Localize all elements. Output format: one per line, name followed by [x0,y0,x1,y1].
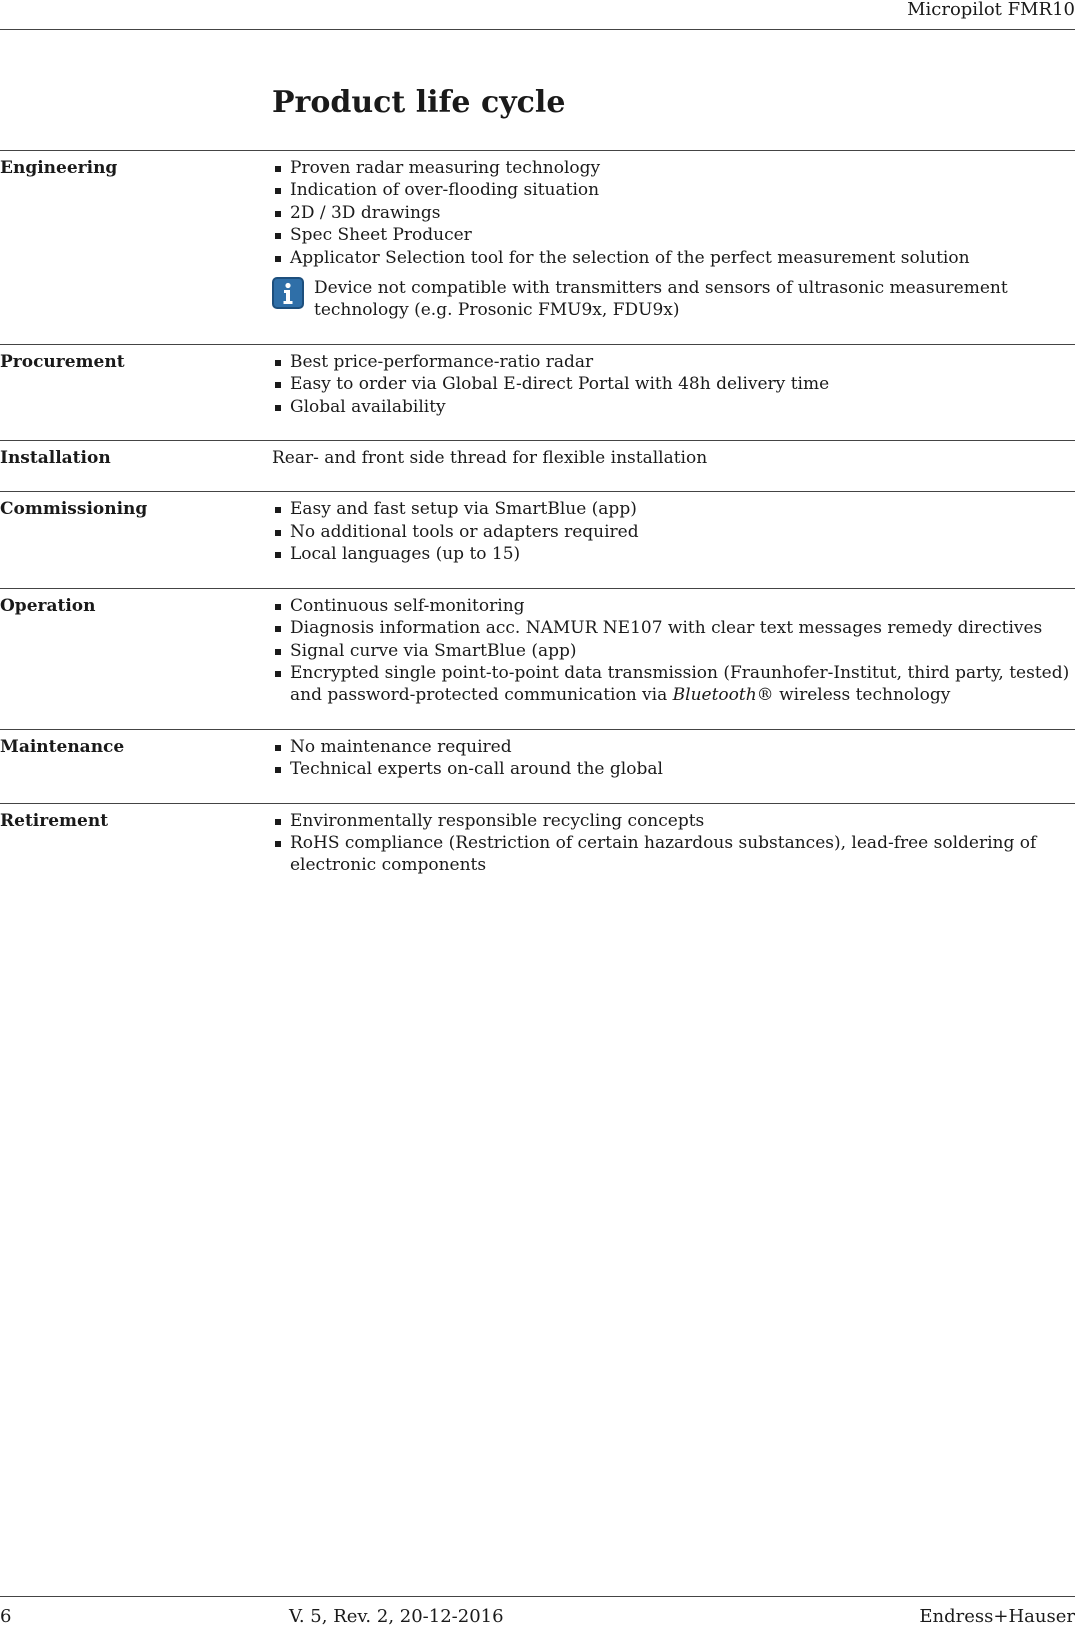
section-procurement [0,344,1075,440]
section-body [272,736,1075,781]
list-item: Environmentally responsible recycling concepts [272,810,1075,832]
section-body [272,810,1075,877]
page-number: 6 [0,1606,12,1627]
encrypted-item-tail: wireless technology [773,685,951,706]
document-version: V. 5, Rev. 2, 20-12-2016 [289,1606,504,1627]
section-label: Procurement [0,351,125,372]
bullet-list [272,351,1075,418]
section-text: Rear- and front side thread for flexible installation [272,448,708,469]
bluetooth-trademark: Bluetooth [672,685,757,706]
list-item: Proven radar measuring technology [272,157,1075,179]
section-commissioning [0,491,1075,587]
page-footer [0,1606,1075,1628]
section-label: Operation [0,595,96,616]
list-item: Easy to order via Global E-direct Portal with 48h delivery time [272,373,1075,395]
list-item: Spec Sheet Producer [272,224,1075,246]
section-body [272,498,1075,565]
header-divider [0,29,1075,30]
info-icon [272,277,304,309]
page-title: Product life cycle [272,85,566,120]
info-note [272,277,1075,322]
list-item: No maintenance required [272,736,1075,758]
list-item: Indication of over-flooding situation [272,179,1075,201]
brand-name: Endress+Hauser [919,1606,1075,1627]
list-item: Local languages (up to 15) [272,543,1075,565]
list-item: RoHS compliance (Restriction of certain hazardous substances), lead-free soldering of electronic components [272,832,1075,877]
list-item: Global availability [272,396,1075,418]
list-item: Technical experts on-call around the global [272,758,1075,780]
section-label: Installation [0,448,111,469]
list-item: Easy and fast setup via SmartBlue (app) [272,498,1075,520]
bullet-list [272,810,1075,877]
list-item: Diagnosis information acc. NAMUR NE107 with clear text messages remedy directives [272,617,1075,639]
section-maintenance [0,729,1075,803]
footer-divider [0,1596,1075,1597]
encrypted-item-text: Encrypted single point-to-point data transmission (Fraunhofer-Institut, third party, tested) and password-protected communication via [290,662,1070,706]
info-note-text: Device not compatible with transmitters and sensors of ultrasonic measurement technology (e.g. Prosonic FMU9x, FDU9x) [314,278,1008,321]
bullet-list [272,595,1075,707]
section-engineering [0,150,1075,344]
section-body [272,447,1075,469]
section-installation [0,440,1075,491]
section-body [272,351,1075,418]
list-item: Best price-performance-ratio radar [272,351,1075,373]
bullet-list [272,498,1075,565]
life-cycle-sections [0,150,1075,899]
section-operation [0,588,1075,729]
section-label: Commissioning [0,499,148,520]
section-label: Maintenance [0,736,125,757]
bullet-list [272,736,1075,781]
list-item: 2D / 3D drawings [272,202,1075,224]
section-body [272,157,1075,322]
section-label: Engineering [0,158,118,178]
list-item: Applicator Selection tool for the selection of the perfect measurement solution [272,247,1075,269]
list-item: No additional tools or adapters required [272,521,1075,543]
bullet-list [272,157,1075,269]
list-item: Signal curve via SmartBlue (app) [272,640,1075,662]
section-body [272,595,1075,707]
list-item: Continuous self-monitoring [272,595,1075,617]
registered-mark: ® [756,685,774,706]
list-item [272,662,1075,707]
section-label: Retirement [0,810,109,831]
section-retirement [0,803,1075,899]
document-header-title: Micropilot FMR10 [907,0,1075,20]
